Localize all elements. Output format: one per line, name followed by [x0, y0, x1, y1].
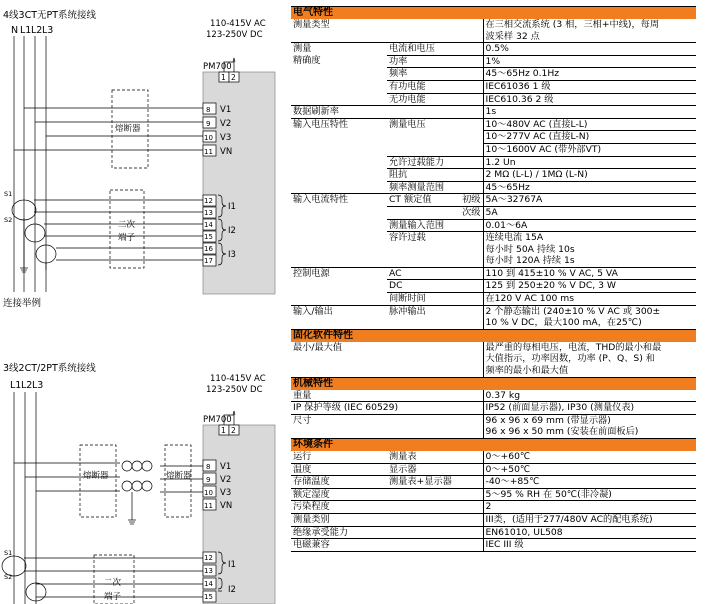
- diagram1-v-terms-0-label: V1: [220, 105, 232, 115]
- diagram2-ct-block-l1: 二次: [104, 578, 122, 588]
- diagram2-device: PM700: [203, 415, 232, 425]
- spec-env-rows-3-item: [387, 488, 483, 501]
- spec-dim-values-1: 96 x 96 x 50 mm (安装在前面板后): [483, 426, 696, 438]
- spec-env-rows-6-item: [387, 526, 483, 539]
- diagram2-fuse-left: 熔断器: [83, 471, 109, 481]
- spec-vin-values-2: 10～1600V AC (带外部VT): [483, 143, 696, 156]
- diagram1-v-terms-0-num: 8: [206, 106, 211, 114]
- spec-vin-values-0: 10～480V AC (直接L-L): [483, 118, 696, 131]
- spec-ctrl-rows-2-item: 间断时间: [387, 293, 483, 306]
- spec-ctrl-rows-1-item: DC: [387, 280, 483, 293]
- spec-accuracy-0-value: 0.5%: [483, 43, 696, 56]
- spec-i-range-label: 测量输入范围: [387, 219, 483, 232]
- spec-ctrl-rows-0-value: 110 到 415±10 % V AC, 5 VA: [483, 267, 696, 280]
- spec-vin-sub-label: 测量电压: [389, 118, 426, 130]
- diagram2-aux-terms-0: 1: [221, 426, 226, 435]
- diagram2-ct-block-l2: 端子: [104, 592, 122, 602]
- diagram1-v-terms-2-label: V3: [220, 133, 232, 143]
- diagram1-s1: S1: [4, 190, 13, 198]
- spec-io-label: 输入/输出: [293, 305, 333, 317]
- spec-accuracy-2-item: 频率: [387, 68, 483, 81]
- spec-ip-label: IP 保护等级 (IEC 60529): [291, 402, 483, 415]
- spec-env-rows-1-label: 温度: [291, 463, 387, 476]
- spec-env-rows-5-value: III类，(适用于277/480V AC的配电系统): [483, 513, 696, 526]
- spec-dim-values-0: 96 x 96 x 69 mm (带显示器): [483, 414, 696, 426]
- diagram2-s2: S2: [4, 573, 13, 581]
- spec-env-rows-5-label: 测量类别: [291, 513, 387, 526]
- spec-env-rows-0-label: 运行: [291, 451, 387, 463]
- diagram1-aux-terms-1: 2: [231, 73, 236, 82]
- spec-accuracy-1-value: 1%: [483, 55, 696, 68]
- spec-ct-primary-value: 5A～32767A: [483, 194, 696, 207]
- spec-vin-label: 输入电压特性: [293, 118, 349, 130]
- spec-ctrl-rows-2-value: 在120 V AC 100 ms: [483, 293, 696, 306]
- diagram1-v-terms-1-label: V2: [220, 119, 232, 129]
- wiring-diagrams: [0, 0, 285, 604]
- spec-env-rows-1-value: 0～+50℃: [483, 463, 696, 476]
- spec-table: [291, 6, 696, 552]
- diagram1-v-terms-2-num: 10: [204, 134, 213, 142]
- spec-vin-rows-2-value: 45～65Hz: [483, 181, 696, 194]
- spec-env-rows-0-item: 测量表: [387, 451, 483, 463]
- section-mechanical: 机械特性: [291, 377, 696, 390]
- section-firmware: 固化软件特性: [291, 329, 696, 342]
- spec-env-rows-3-label: 额定湿度: [291, 488, 387, 501]
- diagram2-fuse-right: 熔断器: [166, 471, 192, 481]
- diagram1-i-terms-2: 14: [204, 221, 213, 229]
- diagram2-v-terms-1-label: V2: [220, 475, 232, 485]
- spec-vin-rows-0-item: 允许过载能力: [387, 156, 483, 169]
- diagram2-v-terms-3-num: 11: [204, 502, 213, 510]
- spec-env-rows-2-value: -40～+85℃: [483, 476, 696, 489]
- spec-weight-label: 重量: [291, 390, 387, 402]
- spec-i-overload-values-0: 连续电流 15A: [483, 232, 696, 244]
- spec-ct-primary-label: 初级: [462, 194, 481, 206]
- diagram2-v-terms-2-label: V3: [220, 488, 232, 498]
- diagram2-i-terms-0: 12: [204, 554, 213, 562]
- spec-dim-label: 尺寸: [293, 414, 312, 426]
- spec-env-rows-4-label: 污染程度: [291, 501, 387, 514]
- diagram2-i-labels-0: I1: [228, 560, 236, 570]
- spec-env-rows-6-label: 绝缘承受能力: [291, 526, 387, 539]
- spec-accuracy-3-value: IEC61036 1 级: [483, 80, 696, 93]
- diagram2-supply1: 110-415V AC: [210, 374, 266, 384]
- spec-accuracy-label-1: 测量: [293, 43, 312, 55]
- section-environment: 环境条件: [291, 439, 696, 452]
- spec-accuracy-label-2: 精确度: [293, 55, 321, 67]
- diagram2-i-terms-3: 15: [204, 593, 213, 601]
- diagram2-lines-2: L3: [32, 380, 44, 391]
- spec-ctrl-rows-0-item: AC: [387, 267, 483, 280]
- diagram1-s2: S2: [4, 216, 13, 224]
- diagram2-supply2: 123-250V DC: [206, 385, 263, 395]
- spec-vin-rows-1-value: 2 MΩ (L-L) / 1MΩ (L-N): [483, 169, 696, 182]
- diagram1-i-terms-0: 12: [204, 197, 213, 205]
- spec-ct-rated-label: CT 额定值: [389, 194, 432, 206]
- spec-accuracy-0-item: 电流和电压: [387, 43, 483, 56]
- spec-ctrl-label: 控制电源: [293, 267, 330, 279]
- spec-env-rows-1-item: 显示器: [387, 463, 483, 476]
- diagram2-v-terms-0-label: V1: [220, 462, 232, 472]
- spec-env-rows-3-value: 5～95 % RH 在 50℃(非冷凝): [483, 488, 696, 501]
- spec-io-values-0: 2 个静态输出 (240±10 % V AC 或 300±: [483, 305, 696, 317]
- spec-weight-value: 0.37 kg: [483, 390, 696, 402]
- spec-env-rows-7-label: 电磁兼容: [291, 539, 387, 552]
- diagram2-v-terms-2-num: 10: [204, 489, 213, 497]
- spec-meas-type-value-2: 波采样 32 点: [483, 31, 696, 43]
- spec-i-overload-values-1: 每小时 50A 持续 10s: [483, 244, 696, 256]
- spec-minmax-values-2: 频率的最小和最大值: [483, 365, 696, 377]
- diagram2-i-labels-1: I2: [228, 585, 236, 595]
- supply-dc: 123-250V DC: [206, 30, 263, 40]
- line-n: N: [11, 25, 19, 36]
- spec-ct-secondary-label: 次级: [462, 206, 481, 218]
- diagram1-i-terms-5: 17: [204, 257, 213, 265]
- spec-accuracy-4-item: 无功电能: [387, 93, 483, 106]
- section-electrical: 电气特性: [291, 7, 696, 20]
- diagram1-aux-terms-0: 1: [221, 73, 226, 82]
- spec-vin-values-1: 10～277V AC (直接L-N): [483, 131, 696, 144]
- diagram2-i-terms-1: 13: [204, 567, 213, 575]
- spec-i-overload-label: 容许过载: [389, 232, 426, 244]
- diagram1-v-terms-1-num: 9: [206, 120, 211, 128]
- spec-env-rows-7-item: [387, 539, 483, 552]
- spec-i-overload-values-2: 每小时 120A 持续 1s: [483, 255, 696, 267]
- spec-vin-rows-2-item: 频率测量范围: [387, 181, 483, 194]
- spec-accuracy-3-item: 有功电能: [387, 80, 483, 93]
- spec-meas-type-value-1: 在三相交流系统 (3 相，三相+中线)，每周: [483, 19, 696, 31]
- spec-table-container: [291, 6, 696, 552]
- diagram1-i-labels-0: I1: [228, 202, 236, 212]
- diagram1-v-terms-3-num: 11: [204, 148, 213, 156]
- spec-meas-type-label: 测量类型: [293, 19, 330, 30]
- diagram2-i-terms-2: 14: [204, 580, 213, 588]
- ct-block-label-2: 端子: [118, 233, 136, 243]
- spec-accuracy-1-item: 功率: [387, 55, 483, 68]
- spec-iin-label: 输入电流特性: [293, 194, 349, 206]
- spec-env-rows-0-value: 0～+60℃: [483, 451, 696, 463]
- spec-io-item: 脉冲输出: [389, 305, 426, 317]
- diagram2-v-terms-0-num: 8: [206, 463, 211, 471]
- spec-minmax-label: 最小/最大值: [293, 341, 343, 353]
- supply-ac: 110-415V AC: [210, 19, 266, 29]
- spec-env-rows-5-item: [387, 513, 483, 526]
- spec-refresh-label: 数据刷新率: [291, 106, 387, 119]
- spec-io-values-1: 10 % V DC，最大100 mA，在25℃): [483, 317, 696, 329]
- diagram2-v-terms-3-label: VN: [220, 501, 233, 511]
- diagram1-i-terms-4: 16: [204, 245, 213, 253]
- diagram2-lines-0: L1: [10, 380, 22, 391]
- line-l3: L3: [42, 25, 54, 36]
- diagram1-i-labels-2: I3: [228, 250, 236, 260]
- spec-env-rows-2-item: 测量表+显示器: [387, 476, 483, 489]
- diagram1-i-terms-1: 13: [204, 209, 213, 217]
- spec-accuracy-4-value: IEC610.36 2 级: [483, 93, 696, 106]
- diagram2-title: 3线2CT/2PT系统接线: [3, 363, 96, 374]
- diagram2-aux-terms-1: 2: [231, 426, 236, 435]
- spec-ctrl-rows-1-value: 125 到 250±20 % V DC, 3 W: [483, 280, 696, 293]
- diagram2-v-terms-1-num: 9: [206, 476, 211, 484]
- diagram1-v-terms-3-label: VN: [220, 147, 233, 157]
- line-l1: L1: [20, 25, 32, 36]
- diagram1-i-terms-3: 15: [204, 233, 213, 241]
- diagram2-lines-1: L2: [21, 380, 33, 391]
- spec-accuracy-2-value: 45～65Hz 0.1Hz: [483, 68, 696, 81]
- spec-refresh-value: 1s: [483, 106, 696, 119]
- ct-block-label-1: 二次: [118, 220, 136, 230]
- spec-env-rows-2-label: 存储温度: [291, 476, 387, 489]
- diagram1-title: 4线3CT无PT系统接线: [3, 10, 97, 21]
- spec-minmax-values-1: 大值指示，功率因数，功率 (P、Q、S) 和: [483, 353, 696, 365]
- spec-ip-value: IP52 (前面显示器), IP30 (测量仪表): [483, 402, 696, 415]
- spec-env-rows-4-item: [387, 501, 483, 514]
- spec-ct-secondary-value: 5A: [483, 206, 696, 219]
- spec-env-rows-4-value: 2: [483, 501, 696, 514]
- spec-env-rows-6-value: EN61010, UL508: [483, 526, 696, 539]
- line-l2: L2: [31, 25, 43, 36]
- device-name: PM700: [203, 62, 232, 72]
- fuse-label: 熔断器: [115, 124, 141, 134]
- spec-minmax-values-0: 最严重的每相电压，电流，THD的最小和最: [483, 342, 696, 354]
- spec-env-rows-7-value: IEC III 级: [483, 539, 696, 552]
- spec-vin-rows-0-value: 1.2 Un: [483, 156, 696, 169]
- diagram1-i-labels-1: I2: [228, 226, 236, 236]
- diagram2-s1: S1: [4, 549, 13, 557]
- connection-caption: 连接举例: [3, 298, 42, 309]
- spec-vin-rows-1-item: 阻抗: [387, 169, 483, 182]
- spec-i-range-value: 0.01～6A: [483, 219, 696, 232]
